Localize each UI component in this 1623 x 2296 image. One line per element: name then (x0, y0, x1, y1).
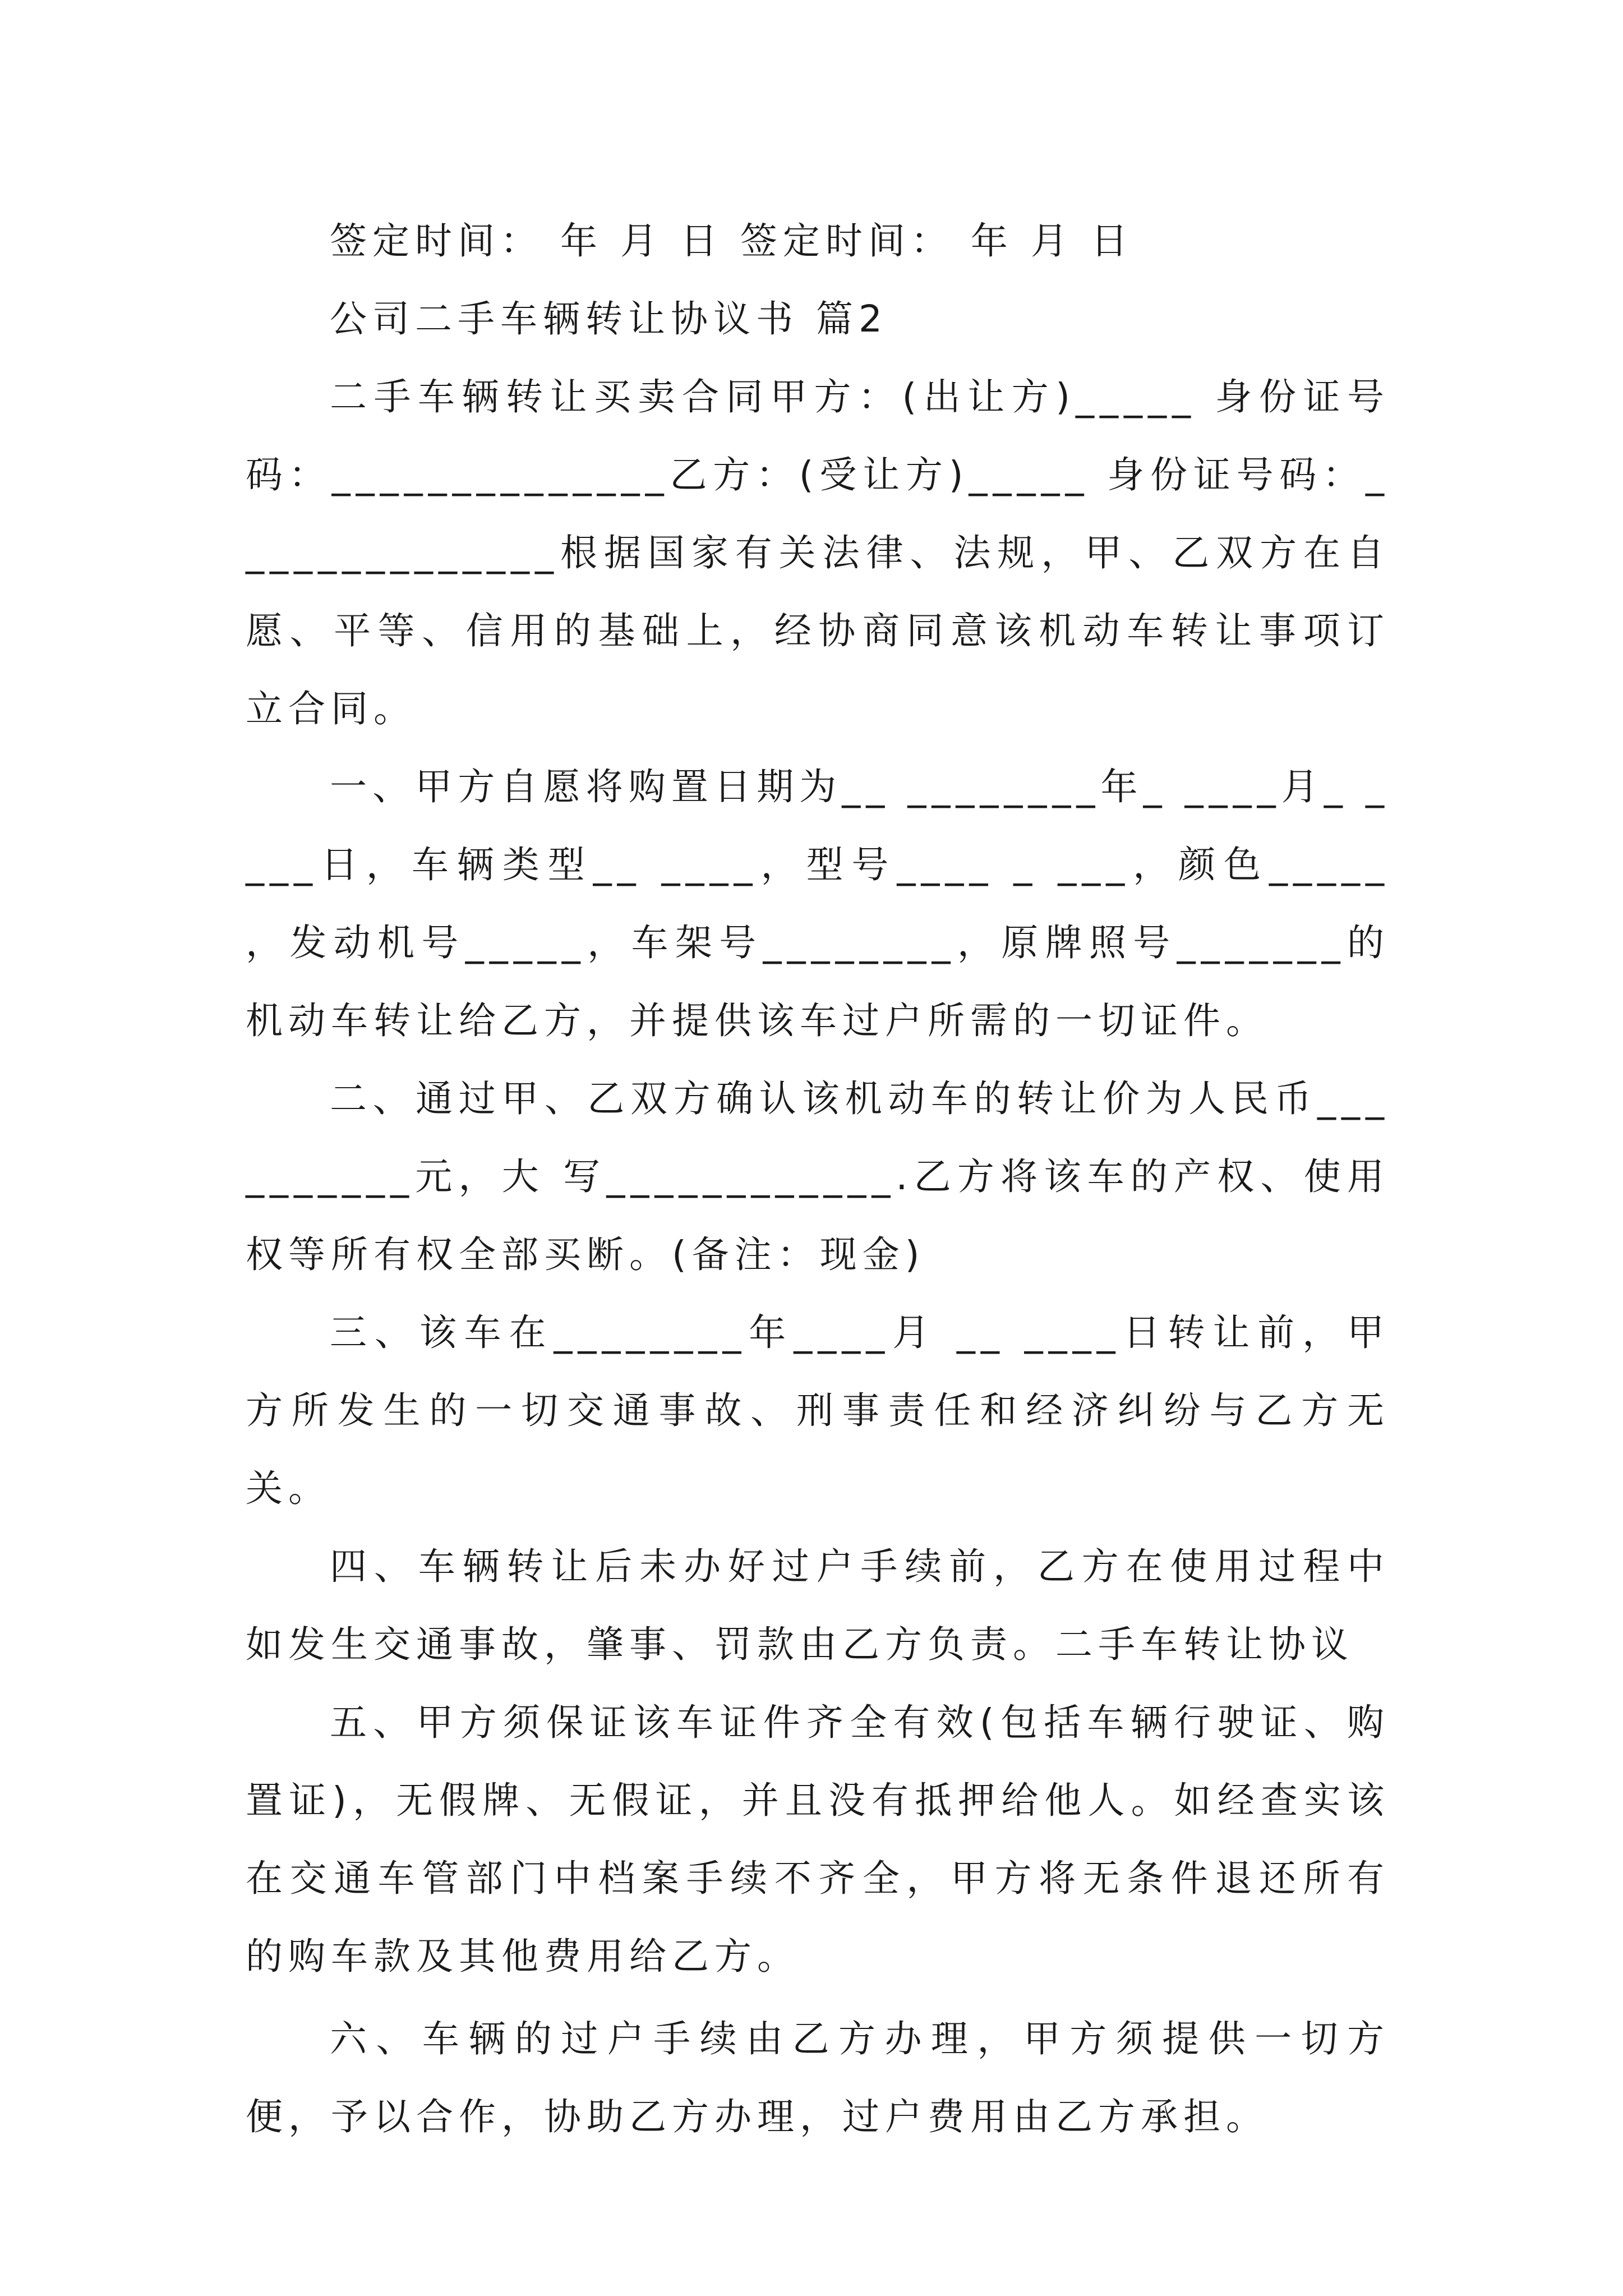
clause-1: 一、甲方自愿将购置日期为__ ________年_ ____月_ ____日，车辆类型__ ____，型号____ _ ___，颜色_____ ，发动机号_____，车架号________，原牌照号_______的机动车转让给乙方，并提供该车过户所需的一切证件。 (246, 765, 1407, 1042)
clause-4: 四、车辆转让后未办好过户手续前，乙方在使用过程中如发生交通事故，肇事、罚款由乙方负责。二手车转让协议 (246, 1545, 1390, 1666)
section-title: 公司二手车辆转让协议书 篇2 (330, 297, 888, 341)
contract-preamble: 二手车辆转让买卖合同甲方：(出让方)_____ 身份证号码：______________乙方：(受让方)_____ 身份证号码：______________根据国家有关法律、法规，甲、乙双方在自愿、平等、信用的基础上，经协商同意该机动车转让事项订立合同。 (246, 375, 1390, 730)
signing-date-line: 签定时间： 年 月 日 签定时间： 年 月 日 (330, 219, 1133, 263)
clause-6: 六、车辆的过户手续由乙方办理，甲方须提供一切方便，予以合作，协助乙方办理，过户费用由乙方承担。 (246, 2017, 1390, 2138)
document-body (246, 202, 1407, 2156)
clause-2: 二、通过甲、乙双方确认该机动车的转让价为人民币__________元，大 写____________.乙方将该车的产权、使用权等所有权全部买断。(备注：现金) (246, 1077, 1390, 1276)
clause-5: 五、甲方须保证该车证件齐全有效(包括车辆行驶证、购置证)，无假牌、无假证，并且没有抵押给他人。如经查实该在交通车管部门中档案手续不齐全，甲方将无条件退还所有的购车款及其他费用给乙方。 (246, 1701, 1390, 1978)
clause-3: 三、该车在________年____月 __ ____日转让前，甲方所发生的一切交通事故、刑事责任和经济纠纷与乙方无关。 (246, 1311, 1390, 1510)
